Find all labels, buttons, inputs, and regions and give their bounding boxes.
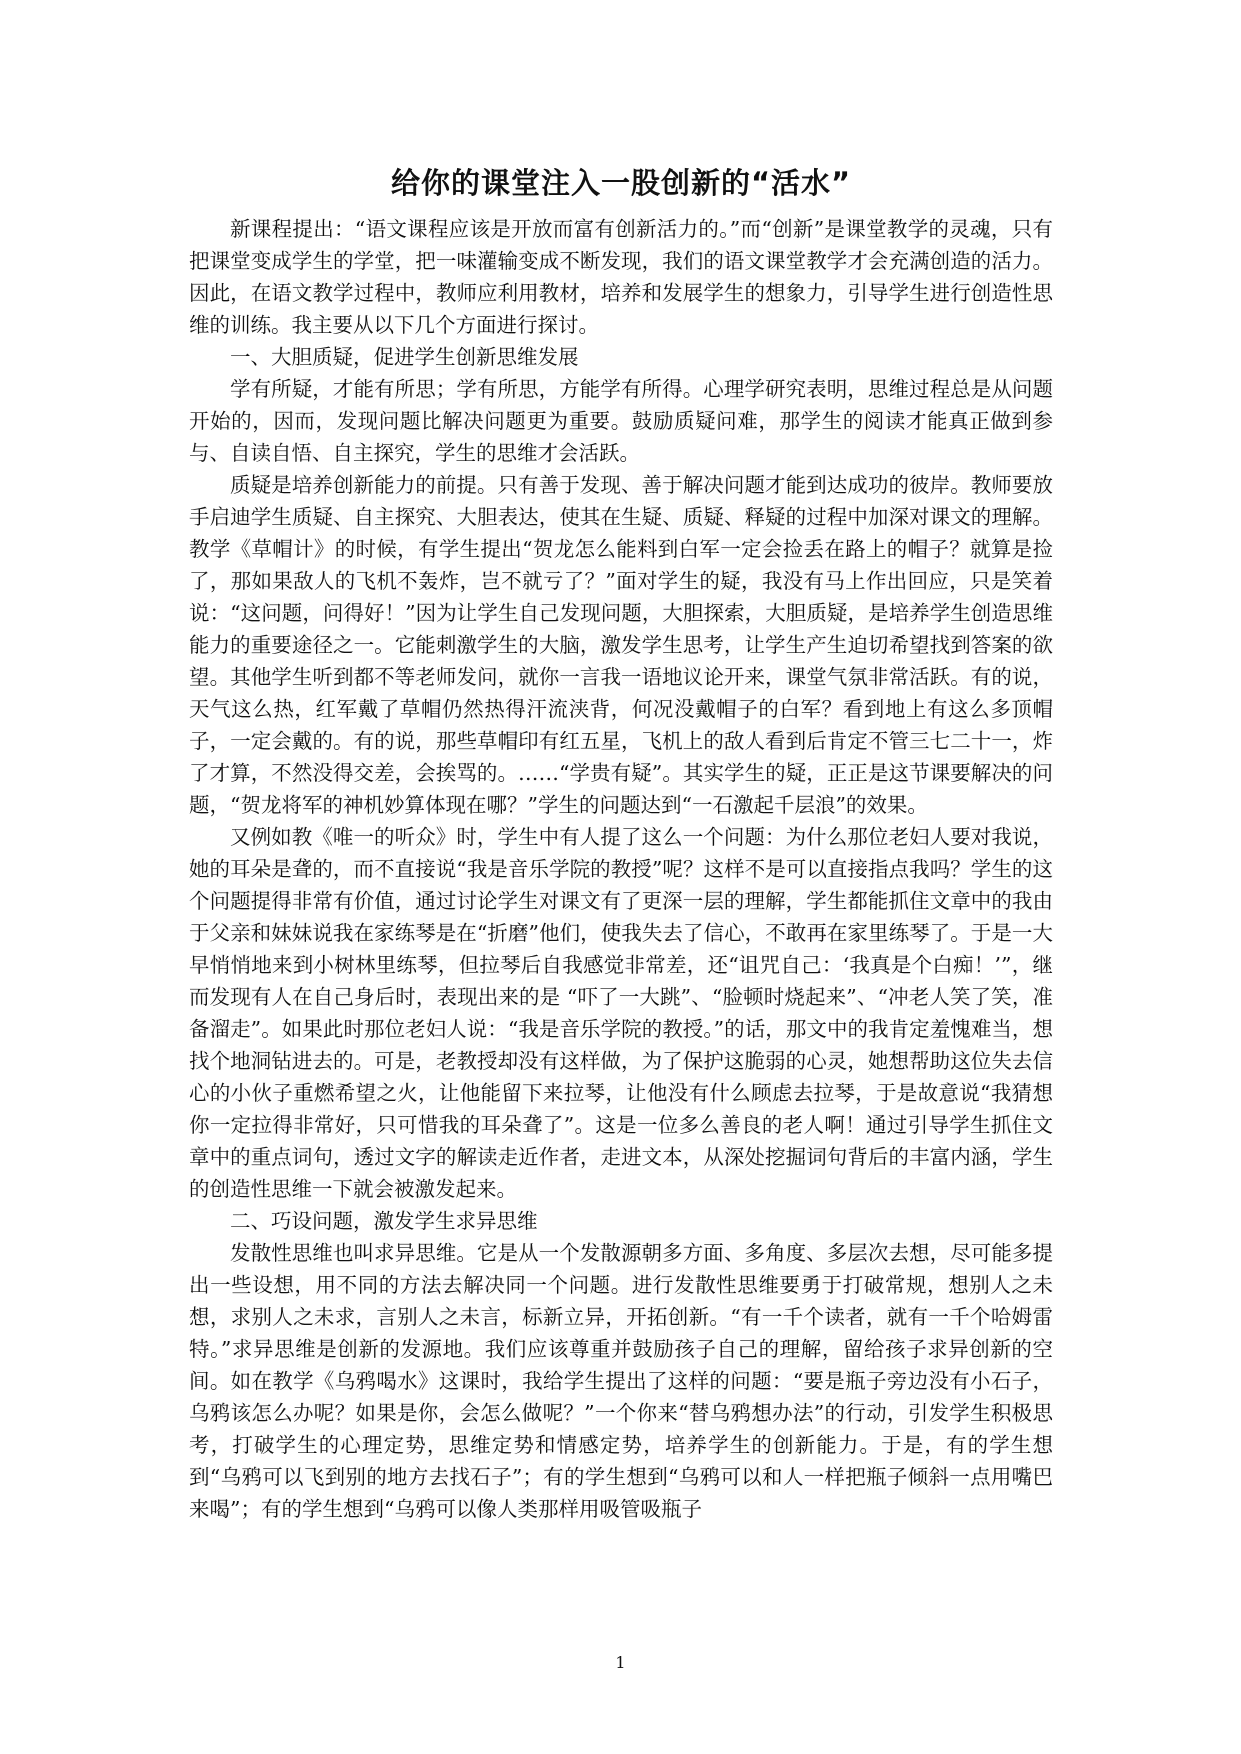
document-title: 给你的课堂注入一股创新的“活水” xyxy=(390,166,852,200)
document-body xyxy=(189,163,1053,1525)
paragraph-intro: 新课程提出：“语文课程应该是开放而富有创新活力的。”而“创新”是课堂教学的灵魂，只有把课堂变成学生的学堂，把一味灌输变成不断发现，我们的语文课堂教学才会充满创造的活力。因此，在语文教学过程中，教师应利用教材，培养和发展学生的想象力，引导学生进行创造性思维的训练。我主要从以下几个方面进行探讨。 xyxy=(189,217,1053,337)
section-heading-1: 一、大胆质疑，促进学生创新思维发展 xyxy=(230,345,579,369)
paragraph: 质疑是培养创新能力的前提。只有善于发现、善于解决问题才能到达成功的彼岸。教师要放手启迪学生质疑、自主探究、大胆表达，使其在生疑、质疑、释疑的过程中加深对课文的理解。教学《草帽计》的时候，有学生提出“贺龙怎么能料到白军一定会捡丢在路上的帽子？就算是捡了，那如果敌人的飞机不轰炸，岂不就亏了？”面对学生的疑，我没有马上作出回应，只是笑着说：“这问题，问得好！”因为让学生自己发现问题，大胆探索，大胆质疑，是培养学生创造思维能力的重要途径之一。它能刺激学生的大脑，激发学生思考，让学生产生迫切希望找到答案的欲望。其他学生听到都不等老师发问，就你一言我一语地议论开来，课堂气氛非常活跃。有的说，天气这么热，红军戴了草帽仍然热得汗流浃背，何况没戴帽子的白军？看到地上有这么多顶帽子，一定会戴的。有的说，那些草帽印有红五星，飞机上的敌人看到后肯定不管三七二十一，炸了才算，不然没得交差，会挨骂的。……“学贵有疑”。其实学生的疑，正正是这节课要解决的问题，“贺龙将军的神机妙算体现在哪？”学生的问题达到“一石激起千层浪”的效果。 xyxy=(189,473,1053,817)
paragraph: 又例如教《唯一的听众》时，学生中有人提了这么一个问题：为什么那位老妇人要对我说，她的耳朵是聋的，而不直接说“我是音乐学院的教授”呢？这样不是可以直接指点我吗？学生的这个问题提得非常有价值，通过讨论学生对课文有了更深一层的理解，学生都能抓住文章中的我由于父亲和妹妹说我在家练琴是在“折磨”他们，使我失去了信心，不敢再在家里练琴了。于是一大早悄悄地来到小树林里练琴，但拉琴后自我感觉非常差，还“诅咒自己：‘我真是个白痴！’”，继而发现有人在自己身后时，表现出来的是 “吓了一大跳”、“脸顿时烧起来”、“冲老人笑了笑，准备溜走”。如果此时那位老妇人说：“我是音乐学院的教授。”的话，那文中的我肯定羞愧难当，想找个地洞钻进去的。可是，老教授却没有这样做，为了保护这脆弱的心灵，她想帮助这位失去信心的小伙子重燃希望之火，让他能留下来拉琴，让他没有什么顾虑去拉琴，于是故意说“我猜想你一定拉得非常好，只可惜我的耳朵聋了”。这是一位多么善良的老人啊！通过引导学生抓住文章中的重点词句，透过文字的解读走近作者，走进文本，从深处挖掘词句背后的丰富内涵，学生的创造性思维一下就会被激发起来。 xyxy=(189,825,1053,1201)
page-number: 1 xyxy=(615,1653,626,1672)
paragraph: 学有所疑，才能有所思；学有所思，方能学有所得。心理学研究表明，思维过程总是从问题开始的，因而，发现问题比解决问题更为重要。鼓励质疑问难，那学生的阅读才能真正做到参与、自读自悟、自主探究，学生的思维才会活跃。 xyxy=(189,377,1053,465)
paragraph: 发散性思维也叫求异思维。它是从一个发散源朝多方面、多角度、多层次去想，尽可能多提出一些设想，用不同的方法去解决同一个问题。进行发散性思维要勇于打破常规，想别人之未想，求别人之未求，言别人之未言，标新立异，开拓创新。“有一千个读者，就有一千个哈姆雷特。”求异思维是创新的发源地。我们应该尊重并鼓励孩子自己的理解，留给孩子求异创新的空间。如在教学《乌鸦喝水》这课时，我给学生提出了这样的问题：“要是瓶子旁边没有小石子，乌鸦该怎么办呢？如果是你，会怎么做呢？”一个你来“替乌鸦想办法”的行动，引发学生积极思考，打破学生的心理定势，思维定势和情感定势，培养学生的创新能力。于是，有的学生想到“乌鸦可以飞到别的地方去找石子”；有的学生想到“乌鸦可以和人一样把瓶子倾斜一点用嘴巴来喝”；有的学生想到“乌鸦可以像人类那样用吸管吸瓶子 xyxy=(189,1241,1053,1521)
section-heading-2: 二、巧设问题，激发学生求异思维 xyxy=(230,1209,538,1233)
